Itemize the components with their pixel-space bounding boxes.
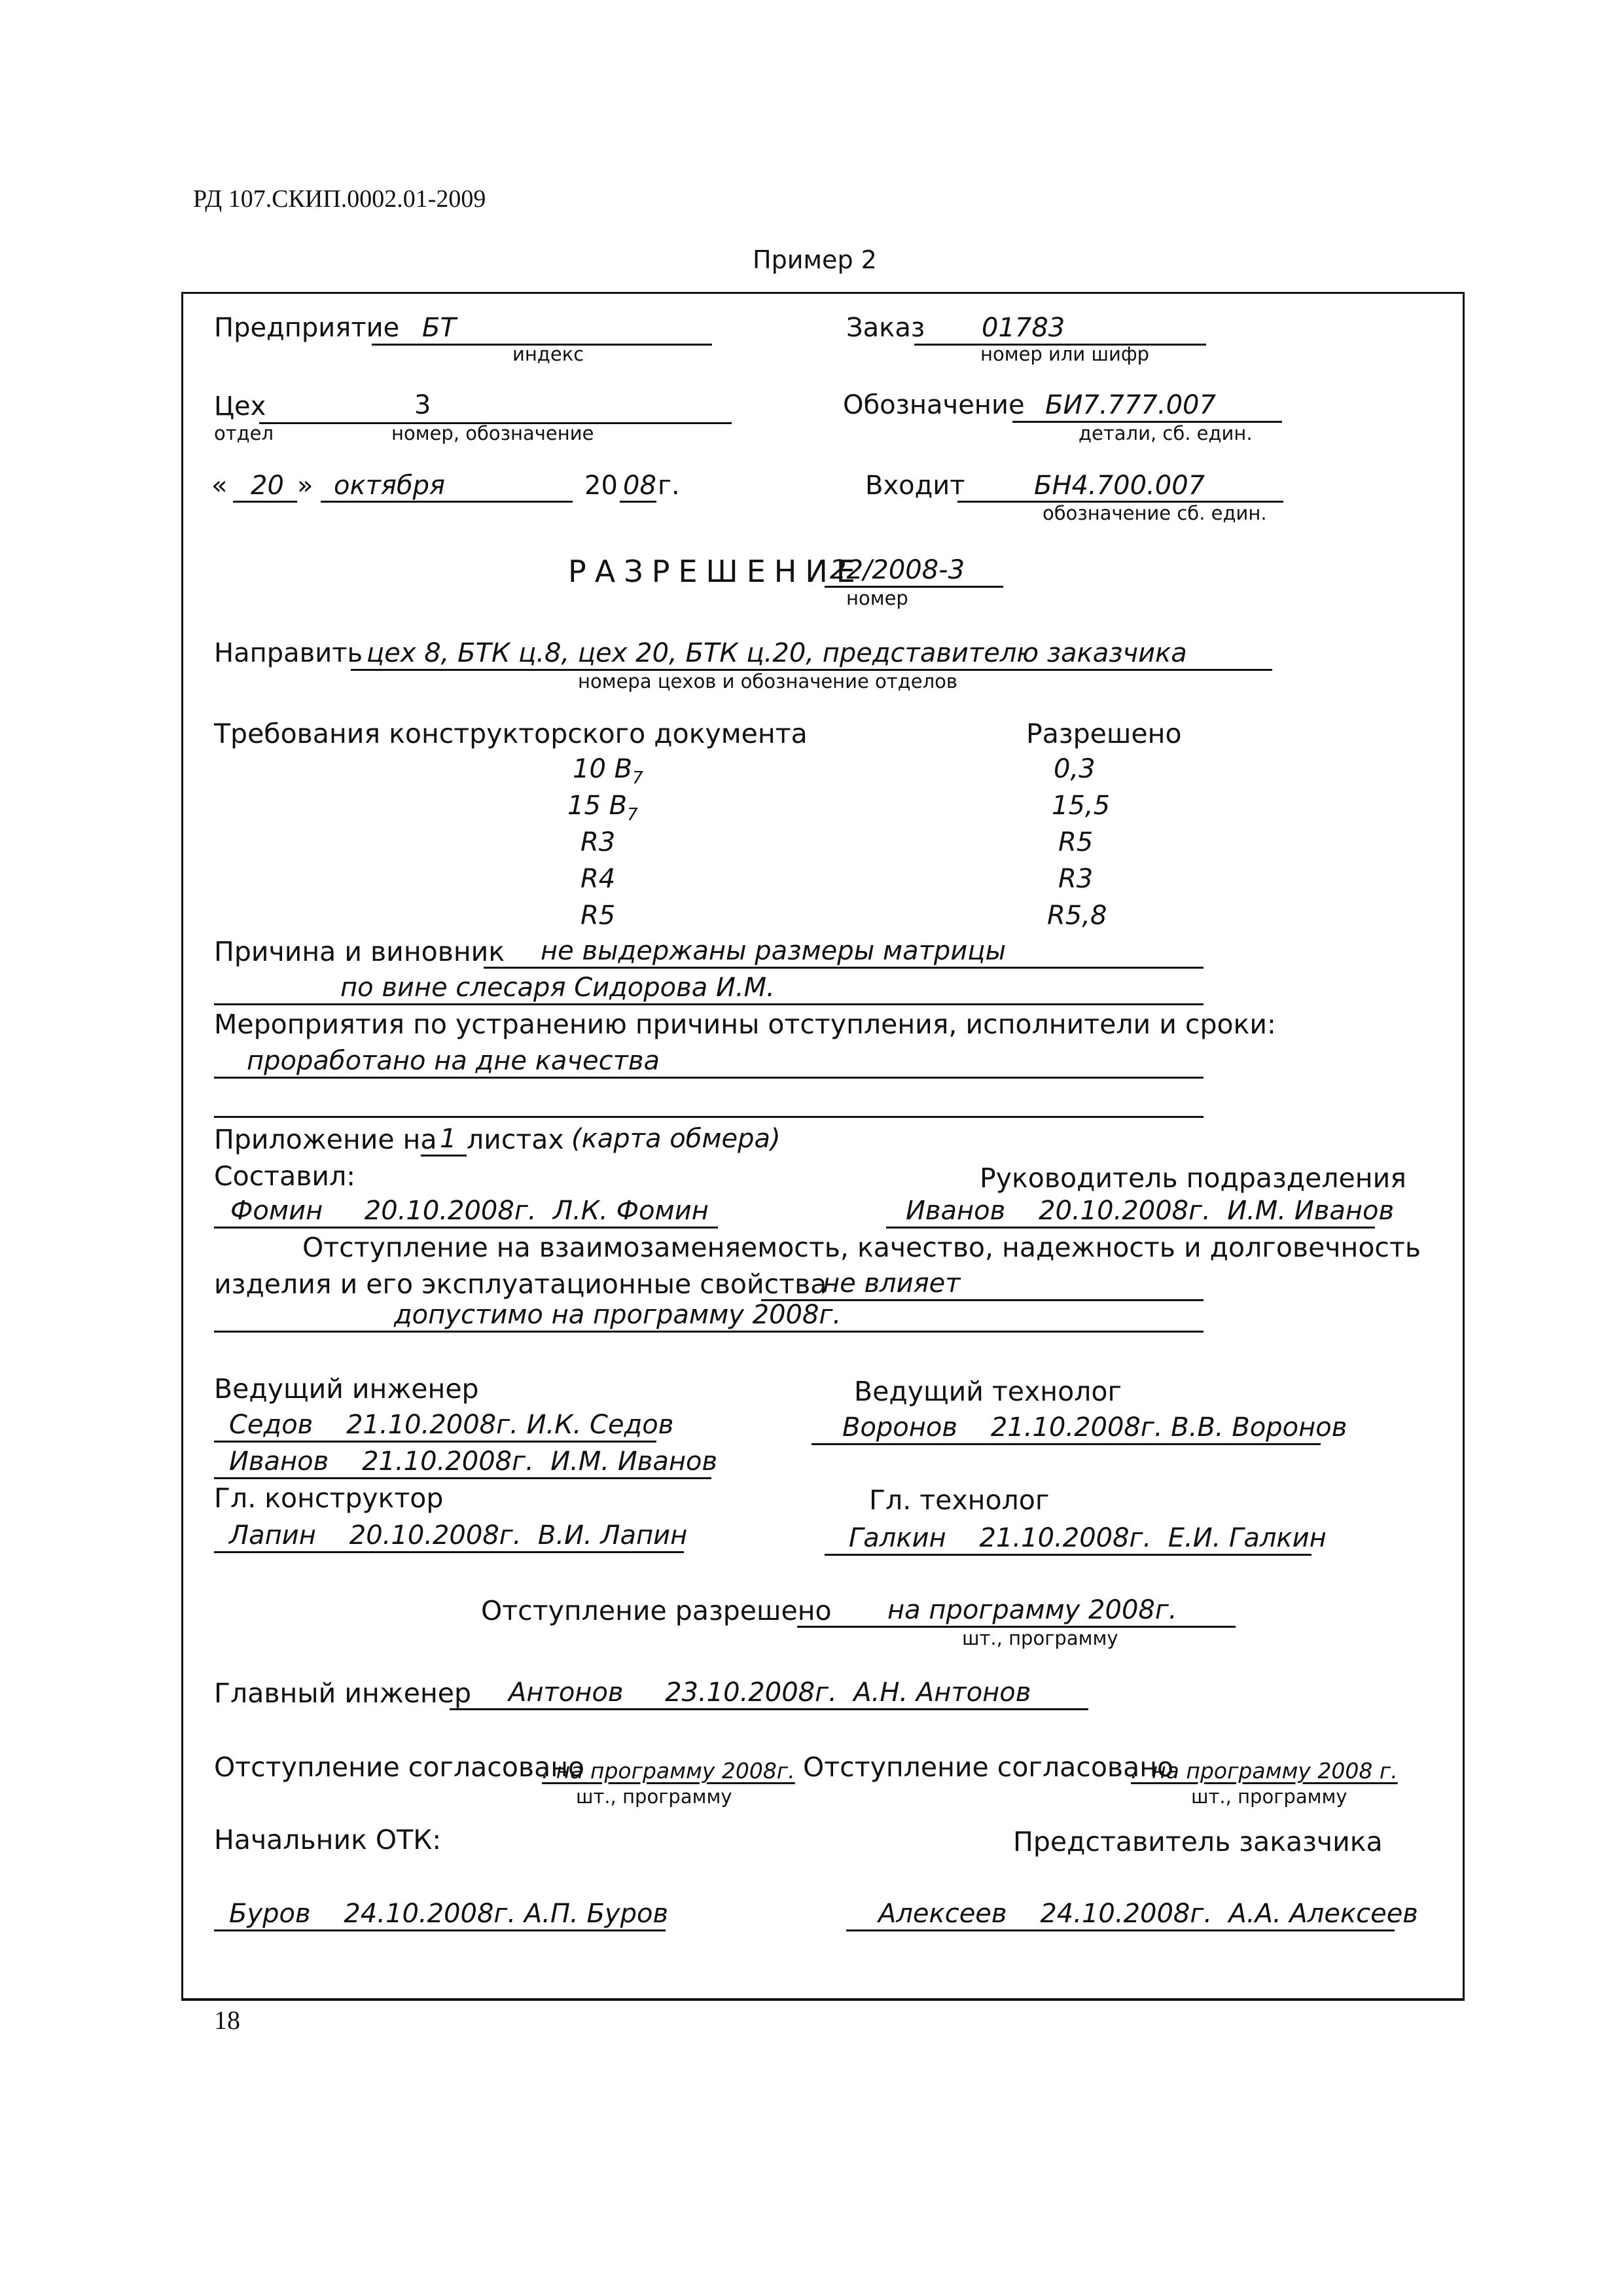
- customer-rep-signature: Алексеев 24.10.2008г. А.А. Алексеев: [878, 1899, 1418, 1929]
- part-of-caption: обозначение сб. един.: [1043, 502, 1267, 524]
- lead-engineer-label: Ведущий инженер: [214, 1373, 479, 1405]
- attachment-count: 1: [440, 1124, 457, 1154]
- deviation-underline-2: [214, 1331, 1204, 1333]
- agreed-right-value: : на программу 2008 г.: [1131, 1758, 1398, 1784]
- cause-value: не выдержаны размеры матрицы: [541, 936, 1007, 966]
- lead-engineer-underline-2: [214, 1477, 711, 1479]
- deviation-value-2: допустимо на программу 2008г.: [394, 1300, 842, 1330]
- chief-technologist-label: Гл. технолог: [869, 1484, 1050, 1516]
- compiled-underline: [214, 1227, 718, 1229]
- deviation-text-2: изделия и его эксплуатационные свойства: [214, 1268, 827, 1300]
- permit-number: 22/2008-3: [830, 555, 965, 585]
- compiled-label: Составил:: [214, 1160, 356, 1192]
- workshop-value: 3: [414, 390, 431, 420]
- date-year-prefix: 20: [584, 471, 618, 501]
- date-close-quote: »: [297, 471, 313, 501]
- lead-engineer-underline-1: [214, 1441, 656, 1443]
- attachment-note: (карта обмера): [571, 1124, 781, 1154]
- company-label: Предприятие: [214, 313, 400, 343]
- lead-technologist-underline: [812, 1443, 1321, 1445]
- designation-label: Обозначение: [843, 390, 1025, 420]
- requirement-value: 15 $В_7$: [567, 791, 638, 825]
- permit-title: РАЗРЕШЕНИЕ: [568, 554, 864, 589]
- customer-rep-label: Представитель заказчика: [1013, 1826, 1383, 1857]
- qc-head-signature: Буров 24.10.2008г. А.П. Буров: [229, 1899, 669, 1929]
- cause-underline: [484, 967, 1204, 969]
- chief-designer-underline: [214, 1551, 684, 1553]
- part-of-value: БН4.700.007: [1034, 471, 1205, 501]
- requirements-header: Требования конструкторского документа: [214, 718, 808, 749]
- attachment-suffix: листах: [467, 1124, 564, 1155]
- document-code: РД 107.СКИП.0002.01-2009: [193, 185, 486, 213]
- order-caption: номер или шифр: [980, 343, 1150, 365]
- allowed-value: 15,5: [1052, 791, 1111, 821]
- attachment-count-underline: [421, 1155, 467, 1157]
- workshop-caption-number: номер, обозначение: [391, 422, 594, 444]
- chief-technologist-underline: [825, 1554, 1311, 1556]
- send-to-caption: номера цехов и обозначение отделов: [578, 670, 957, 692]
- date-month: октября: [334, 471, 446, 501]
- measures-value: проработано на дне качества: [247, 1046, 660, 1076]
- allowed-value: R5,8: [1047, 901, 1107, 931]
- order-value: 01783: [982, 313, 1065, 343]
- company-value: БТ: [422, 313, 456, 343]
- lead-engineer-signature-1: Седов 21.10.2008г. И.К. Седов: [229, 1410, 674, 1440]
- qc-head-underline: [214, 1929, 666, 1931]
- chief-designer-label: Гл. конструктор: [214, 1482, 444, 1514]
- allowed-value: 0,3: [1054, 754, 1096, 784]
- lead-technologist-label: Ведущий технолог: [854, 1376, 1122, 1407]
- date-year-unit: г.: [658, 471, 680, 501]
- deviation-text-1: Отступление на взаимозаменяемость, качество, надежность и долговечность: [302, 1232, 1421, 1263]
- cause-underline-2: [214, 1003, 1204, 1005]
- company-caption: индекс: [512, 343, 584, 365]
- compiled-signature: Фомин 20.10.2008г. Л.К. Фомин: [230, 1196, 709, 1226]
- allowed-label: Отступление разрешено: [481, 1595, 832, 1626]
- agreed-left-caption: шт., программу: [576, 1785, 732, 1808]
- send-to-value: цех 8, БТК ц.8, цех 20, БТК ц.20, представителю заказчика: [366, 638, 1187, 668]
- cause-label: Причина и виновник: [214, 936, 505, 967]
- date-month-underline: [321, 501, 573, 503]
- agreed-right-caption: шт., программу: [1191, 1785, 1347, 1808]
- requirement-value: R3: [580, 827, 616, 857]
- page-number: 18: [214, 2005, 240, 2035]
- workshop-caption-dept: отдел: [214, 422, 274, 444]
- customer-rep-underline: [846, 1929, 1395, 1931]
- allowed-value: R5: [1058, 827, 1094, 857]
- chief-designer-signature: Лапин 20.10.2008г. В.И. Лапин: [229, 1520, 688, 1551]
- agreed-left-value: : на программу 2008г.: [542, 1758, 795, 1784]
- measures-underline: [214, 1077, 1204, 1079]
- qc-head-label: Начальник ОТК:: [214, 1824, 442, 1856]
- agreed-left-label: Отступление согласовано: [214, 1751, 585, 1783]
- date-year-suffix: 08: [623, 471, 656, 501]
- lead-technologist-signature: Воронов 21.10.2008г. В.В. Воронов: [842, 1412, 1347, 1443]
- agreed-right-label: Отступление согласовано: [803, 1751, 1174, 1783]
- designation-caption: детали, сб. един.: [1079, 422, 1253, 444]
- measures-underline-2: [214, 1116, 1204, 1118]
- requirement-value: 10 $В_7$: [573, 754, 643, 788]
- allowed-value: R3: [1058, 864, 1094, 894]
- date-day: 20: [251, 471, 284, 501]
- attachment-prefix: Приложение на: [214, 1124, 437, 1155]
- date-year-underline: [620, 501, 656, 503]
- allowed-header: Разрешено: [1026, 718, 1182, 749]
- allowed-caption: шт., программу: [962, 1627, 1118, 1649]
- cause-value-2: по вине слесаря Сидорова И.М.: [340, 973, 775, 1003]
- chief-engineer-underline: [450, 1708, 1088, 1710]
- head-underline: [886, 1227, 1375, 1229]
- date-day-underline: [233, 501, 297, 503]
- date-open-quote: «: [211, 471, 228, 501]
- workshop-label: Цех: [214, 391, 266, 422]
- permit-number-caption: номер: [846, 587, 908, 609]
- example-label: Пример 2: [753, 245, 877, 274]
- measures-label: Мероприятия по устранению причины отступления, исполнители и сроки:: [214, 1009, 1276, 1040]
- deviation-value: не влияет: [823, 1268, 961, 1299]
- part-of-label: Входит: [865, 471, 965, 501]
- lead-engineer-signature-2: Иванов 21.10.2008г. И.М. Иванов: [229, 1446, 718, 1477]
- order-label: Заказ: [846, 313, 925, 343]
- chief-engineer-label: Главный инженер: [214, 1677, 472, 1709]
- chief-engineer-signature: Антонов 23.10.2008г. А.Н. Антонов: [508, 1677, 1031, 1708]
- head-signature: Иванов 20.10.2008г. И.М. Иванов: [906, 1196, 1395, 1226]
- chief-technologist-signature: Галкин 21.10.2008г. Е.И. Галкин: [849, 1523, 1327, 1553]
- requirement-value: R4: [580, 864, 616, 894]
- allowed-value: на программу 2008г.: [887, 1595, 1177, 1625]
- send-to-label: Направить: [214, 638, 363, 668]
- requirement-value: R5: [580, 901, 616, 931]
- head-label: Руководитель подразделения: [980, 1162, 1406, 1194]
- designation-value: БИ7.777.007: [1045, 390, 1216, 420]
